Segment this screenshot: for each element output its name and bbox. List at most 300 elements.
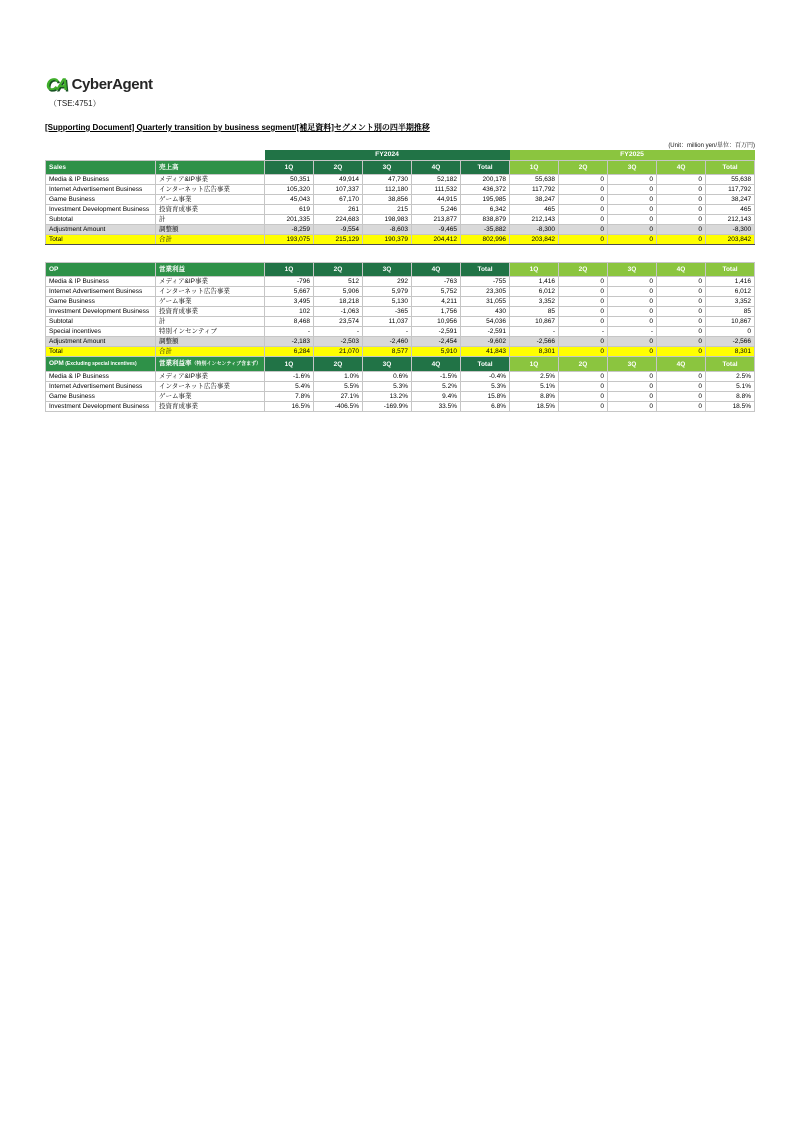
value-cell: 0 bbox=[657, 215, 706, 225]
value-cell: 0 bbox=[657, 205, 706, 215]
value-cell: 0 bbox=[559, 215, 608, 225]
row-label-jp: 調整額 bbox=[156, 337, 265, 347]
quarter-header: 2Q bbox=[314, 263, 363, 277]
value-cell: 0 bbox=[608, 195, 657, 205]
row-label-en: Subtotal bbox=[46, 215, 156, 225]
value-cell: -9,602 bbox=[461, 337, 510, 347]
row-label-jp: インターネット広告事業 bbox=[156, 382, 265, 392]
table-row bbox=[46, 382, 755, 392]
row-label-en: Internet Advertisement Business bbox=[46, 185, 156, 195]
value-cell: 215,129 bbox=[314, 235, 363, 245]
value-cell: 41,843 bbox=[461, 347, 510, 357]
value-cell: 44,915 bbox=[412, 195, 461, 205]
table-row bbox=[46, 337, 755, 347]
value-cell: 8.8% bbox=[510, 392, 559, 402]
value-cell: 18.5% bbox=[706, 402, 755, 412]
value-cell: 619 bbox=[265, 205, 314, 215]
value-cell: 0 bbox=[608, 402, 657, 412]
value-cell: 10,867 bbox=[706, 317, 755, 327]
quarter-header: 1Q bbox=[265, 161, 314, 175]
table-row bbox=[46, 402, 755, 412]
table-row bbox=[46, 277, 755, 287]
value-cell: 0 bbox=[559, 185, 608, 195]
row-label-en: Total bbox=[46, 235, 156, 245]
value-cell: 0 bbox=[559, 287, 608, 297]
row-label-jp: 調整額 bbox=[156, 225, 265, 235]
table-row bbox=[46, 205, 755, 215]
quarter-header: 3Q bbox=[608, 161, 657, 175]
quarter-header: Total bbox=[461, 263, 510, 277]
quarter-header: 3Q bbox=[608, 263, 657, 277]
header-row bbox=[46, 263, 755, 277]
ca-logo-icon: CA bbox=[45, 75, 68, 94]
value-cell: 215 bbox=[363, 205, 412, 215]
row-label-jp: ゲーム事業 bbox=[156, 195, 265, 205]
table-title-en: OPM (Excluding special incentives) bbox=[46, 357, 156, 372]
value-cell: 0 bbox=[559, 392, 608, 402]
row-label-en: Internet Advertisement Business bbox=[46, 382, 156, 392]
quarter-header: 4Q bbox=[412, 161, 461, 175]
table-title-en: OP bbox=[46, 263, 156, 277]
value-cell: 18.5% bbox=[510, 402, 559, 412]
logo-wordmark: CyberAgent bbox=[71, 76, 153, 93]
value-cell: 0 bbox=[657, 307, 706, 317]
value-cell: 117,792 bbox=[706, 185, 755, 195]
value-cell: 0 bbox=[608, 337, 657, 347]
value-cell: 5.3% bbox=[363, 382, 412, 392]
value-cell: 0 bbox=[657, 195, 706, 205]
value-cell: -2,460 bbox=[363, 337, 412, 347]
quarter-header: 1Q bbox=[265, 357, 314, 372]
row-label-jp: ゲーム事業 bbox=[156, 392, 265, 402]
value-cell: 0.6% bbox=[363, 372, 412, 382]
value-cell: 8,301 bbox=[706, 347, 755, 357]
row-label-jp: メディア&IP事業 bbox=[156, 175, 265, 185]
value-cell: 5,979 bbox=[363, 287, 412, 297]
value-cell: -8,300 bbox=[510, 225, 559, 235]
value-cell: 2.5% bbox=[510, 372, 559, 382]
value-cell: 430 bbox=[461, 307, 510, 317]
value-cell: - bbox=[510, 327, 559, 337]
row-label-en: Internet Advertisement Business bbox=[46, 287, 156, 297]
table-row bbox=[46, 317, 755, 327]
value-cell: 5.2% bbox=[412, 382, 461, 392]
value-cell: 198,983 bbox=[363, 215, 412, 225]
value-cell: 465 bbox=[510, 205, 559, 215]
value-cell: -0.4% bbox=[461, 372, 510, 382]
value-cell: -2,503 bbox=[314, 337, 363, 347]
value-cell: 0 bbox=[559, 277, 608, 287]
value-cell: 54,036 bbox=[461, 317, 510, 327]
value-cell: 85 bbox=[510, 307, 559, 317]
value-cell: 49,914 bbox=[314, 175, 363, 185]
value-cell: 190,379 bbox=[363, 235, 412, 245]
quarter-header: 1Q bbox=[265, 263, 314, 277]
quarter-header: 4Q bbox=[657, 263, 706, 277]
quarter-header: 2Q bbox=[314, 357, 363, 372]
value-cell: -406.5% bbox=[314, 402, 363, 412]
value-cell: 3,352 bbox=[510, 297, 559, 307]
value-cell: 38,247 bbox=[510, 195, 559, 205]
value-cell: 6.8% bbox=[461, 402, 510, 412]
value-cell: 3,352 bbox=[706, 297, 755, 307]
quarter-header: 4Q bbox=[657, 357, 706, 372]
quarter-header: 1Q bbox=[510, 161, 559, 175]
value-cell: 16.5% bbox=[265, 402, 314, 412]
quarter-header: 4Q bbox=[412, 263, 461, 277]
row-label-jp: 計 bbox=[156, 317, 265, 327]
row-label-jp: 特別インセンティブ bbox=[156, 327, 265, 337]
value-cell: 5.5% bbox=[314, 382, 363, 392]
row-label-en: Media & IP Business bbox=[46, 372, 156, 382]
row-label-jp: 投資育成事業 bbox=[156, 307, 265, 317]
value-cell: 0 bbox=[657, 402, 706, 412]
value-cell: -2,566 bbox=[706, 337, 755, 347]
value-cell: 8.8% bbox=[706, 392, 755, 402]
quarter-header: 2Q bbox=[559, 357, 608, 372]
page-title: [Supporting Document] Quarterly transition by business segment/[補足資料]セグメント別の四半期推移 bbox=[45, 123, 430, 132]
value-cell: 10,867 bbox=[510, 317, 559, 327]
value-cell: -1.5% bbox=[412, 372, 461, 382]
value-cell: 0 bbox=[559, 372, 608, 382]
value-cell: 0 bbox=[608, 392, 657, 402]
row-label-en: Special incentives bbox=[46, 327, 156, 337]
row-label-en: Game Business bbox=[46, 195, 156, 205]
value-cell: 292 bbox=[363, 277, 412, 287]
value-cell: 838,879 bbox=[461, 215, 510, 225]
value-cell: -35,882 bbox=[461, 225, 510, 235]
row-label-jp: インターネット広告事業 bbox=[156, 287, 265, 297]
value-cell: 55,638 bbox=[706, 175, 755, 185]
value-cell: 21,070 bbox=[314, 347, 363, 357]
row-label-jp: 投資育成事業 bbox=[156, 205, 265, 215]
quarter-header: 4Q bbox=[657, 161, 706, 175]
value-cell: 5,130 bbox=[363, 297, 412, 307]
value-cell: 85 bbox=[706, 307, 755, 317]
value-cell: 33.5% bbox=[412, 402, 461, 412]
value-cell: 0 bbox=[657, 392, 706, 402]
value-cell: 436,372 bbox=[461, 185, 510, 195]
value-cell: - bbox=[608, 327, 657, 337]
value-cell: 0 bbox=[657, 317, 706, 327]
value-cell: 8,468 bbox=[265, 317, 314, 327]
value-cell: 102 bbox=[265, 307, 314, 317]
value-cell: - bbox=[314, 327, 363, 337]
table-row bbox=[46, 195, 755, 205]
value-cell: - bbox=[265, 327, 314, 337]
value-cell: -2,591 bbox=[461, 327, 510, 337]
value-cell: 0 bbox=[608, 215, 657, 225]
value-cell: 45,043 bbox=[265, 195, 314, 205]
value-cell: 0 bbox=[559, 235, 608, 245]
value-cell: 200,178 bbox=[461, 175, 510, 185]
value-cell: 0 bbox=[559, 382, 608, 392]
value-cell: 38,247 bbox=[706, 195, 755, 205]
value-cell: 0 bbox=[657, 287, 706, 297]
year-band-fy2025: FY2025 bbox=[510, 150, 755, 161]
row-label-en: Investment Development Business bbox=[46, 307, 156, 317]
value-cell: 0 bbox=[608, 225, 657, 235]
unit-note: (Unit：million yen/単位：百万円) bbox=[668, 143, 755, 149]
value-cell: 195,985 bbox=[461, 195, 510, 205]
row-label-jp: 合計 bbox=[156, 235, 265, 245]
quarter-header: 3Q bbox=[363, 263, 412, 277]
value-cell: -8,300 bbox=[706, 225, 755, 235]
value-cell: 5,906 bbox=[314, 287, 363, 297]
value-cell: 0 bbox=[657, 382, 706, 392]
value-cell: 0 bbox=[559, 175, 608, 185]
value-cell: 50,351 bbox=[265, 175, 314, 185]
value-cell: 5.1% bbox=[510, 382, 559, 392]
value-cell: 0 bbox=[559, 297, 608, 307]
value-cell: 204,412 bbox=[412, 235, 461, 245]
quarter-header: 3Q bbox=[363, 357, 412, 372]
value-cell: 2.5% bbox=[706, 372, 755, 382]
value-cell: 261 bbox=[314, 205, 363, 215]
value-cell: 0 bbox=[559, 307, 608, 317]
value-cell: 4,211 bbox=[412, 297, 461, 307]
value-cell: -169.9% bbox=[363, 402, 412, 412]
quarter-header: 2Q bbox=[314, 161, 363, 175]
row-label-en: Game Business bbox=[46, 297, 156, 307]
value-cell: 3,495 bbox=[265, 297, 314, 307]
value-cell: 0 bbox=[657, 372, 706, 382]
value-cell: 512 bbox=[314, 277, 363, 287]
value-cell: 105,320 bbox=[265, 185, 314, 195]
quarter-header: Total bbox=[706, 357, 755, 372]
value-cell: 1.0% bbox=[314, 372, 363, 382]
value-cell: 0 bbox=[608, 175, 657, 185]
value-cell: 0 bbox=[706, 327, 755, 337]
value-cell: 5.4% bbox=[265, 382, 314, 392]
value-cell: 0 bbox=[608, 277, 657, 287]
table-row bbox=[46, 215, 755, 225]
row-label-jp: メディア&IP事業 bbox=[156, 277, 265, 287]
table-row bbox=[46, 392, 755, 402]
value-cell: -8,603 bbox=[363, 225, 412, 235]
value-cell: 111,532 bbox=[412, 185, 461, 195]
row-label-en: Adjustment Amount bbox=[46, 337, 156, 347]
row-label-en: Adjustment Amount bbox=[46, 225, 156, 235]
quarter-header: Total bbox=[706, 161, 755, 175]
value-cell: 0 bbox=[559, 337, 608, 347]
value-cell: 15.8% bbox=[461, 392, 510, 402]
value-cell: 117,792 bbox=[510, 185, 559, 195]
value-cell: -2,454 bbox=[412, 337, 461, 347]
value-cell: -2,591 bbox=[412, 327, 461, 337]
row-label-jp: 投資育成事業 bbox=[156, 402, 265, 412]
value-cell: 0 bbox=[559, 402, 608, 412]
row-label-en: Subtotal bbox=[46, 317, 156, 327]
table-row bbox=[46, 297, 755, 307]
quarter-header: Total bbox=[706, 263, 755, 277]
value-cell: -755 bbox=[461, 277, 510, 287]
value-cell: 1,416 bbox=[706, 277, 755, 287]
quarter-header: 1Q bbox=[510, 357, 559, 372]
quarter-header: 2Q bbox=[559, 263, 608, 277]
value-cell: 5,246 bbox=[412, 205, 461, 215]
value-cell: 55,638 bbox=[510, 175, 559, 185]
table-row bbox=[46, 307, 755, 317]
value-cell: 13.2% bbox=[363, 392, 412, 402]
table-row bbox=[46, 372, 755, 382]
op-grid bbox=[45, 262, 755, 357]
table-row bbox=[46, 175, 755, 185]
value-cell: 0 bbox=[608, 382, 657, 392]
value-cell: -9,465 bbox=[412, 225, 461, 235]
value-cell: 0 bbox=[608, 347, 657, 357]
value-cell: 47,730 bbox=[363, 175, 412, 185]
value-cell: 0 bbox=[608, 235, 657, 245]
value-cell: 8,301 bbox=[510, 347, 559, 357]
value-cell: 0 bbox=[657, 327, 706, 337]
value-cell: 802,996 bbox=[461, 235, 510, 245]
row-label-jp: メディア&IP事業 bbox=[156, 372, 265, 382]
value-cell: 18,218 bbox=[314, 297, 363, 307]
table-row bbox=[46, 287, 755, 297]
row-label-jp: 合計 bbox=[156, 347, 265, 357]
value-cell: 23,305 bbox=[461, 287, 510, 297]
value-cell: 0 bbox=[657, 277, 706, 287]
value-cell: 213,877 bbox=[412, 215, 461, 225]
quarter-header: Total bbox=[461, 161, 510, 175]
quarter-header: 4Q bbox=[412, 357, 461, 372]
row-label-en: Total bbox=[46, 347, 156, 357]
value-cell: 0 bbox=[657, 225, 706, 235]
table-title-jp: 営業利益率（特別インセンティブ含まず） bbox=[156, 357, 265, 372]
value-cell: 224,683 bbox=[314, 215, 363, 225]
value-cell: 0 bbox=[608, 287, 657, 297]
value-cell: 0 bbox=[559, 195, 608, 205]
value-cell: 5,667 bbox=[265, 287, 314, 297]
value-cell: 6,012 bbox=[510, 287, 559, 297]
value-cell: - bbox=[363, 327, 412, 337]
row-label-jp: インターネット広告事業 bbox=[156, 185, 265, 195]
table-title-en: Sales bbox=[46, 161, 156, 175]
value-cell: 0 bbox=[559, 317, 608, 327]
value-cell: 5.3% bbox=[461, 382, 510, 392]
value-cell: 0 bbox=[608, 372, 657, 382]
value-cell: 9.4% bbox=[412, 392, 461, 402]
value-cell: -2,566 bbox=[510, 337, 559, 347]
value-cell: 0 bbox=[608, 185, 657, 195]
value-cell: 6,342 bbox=[461, 205, 510, 215]
value-cell: 0 bbox=[559, 347, 608, 357]
value-cell: 38,856 bbox=[363, 195, 412, 205]
value-cell: 0 bbox=[657, 337, 706, 347]
sales-table bbox=[45, 150, 755, 245]
value-cell: 6,284 bbox=[265, 347, 314, 357]
value-cell: 7.8% bbox=[265, 392, 314, 402]
value-cell: 11,037 bbox=[363, 317, 412, 327]
row-label-en: Investment Development Business bbox=[46, 402, 156, 412]
quarter-header: 3Q bbox=[608, 357, 657, 372]
value-cell: - bbox=[559, 327, 608, 337]
row-label-jp: ゲーム事業 bbox=[156, 297, 265, 307]
value-cell: 212,143 bbox=[706, 215, 755, 225]
ticker-label: （TSE:4751） bbox=[49, 99, 101, 108]
year-band-row bbox=[46, 150, 755, 161]
table-row bbox=[46, 347, 755, 357]
value-cell: -1,063 bbox=[314, 307, 363, 317]
value-cell: 0 bbox=[608, 205, 657, 215]
row-label-en: Game Business bbox=[46, 392, 156, 402]
value-cell: 201,335 bbox=[265, 215, 314, 225]
value-cell: -9,554 bbox=[314, 225, 363, 235]
value-cell: 203,842 bbox=[510, 235, 559, 245]
cyberagent-logo bbox=[46, 76, 153, 93]
table-title-jp: 営業利益 bbox=[156, 263, 265, 277]
opm-grid bbox=[45, 356, 755, 412]
value-cell: 212,143 bbox=[510, 215, 559, 225]
value-cell: 0 bbox=[608, 297, 657, 307]
table-row bbox=[46, 235, 755, 245]
value-cell: 31,055 bbox=[461, 297, 510, 307]
table-row bbox=[46, 225, 755, 235]
row-label-en: Investment Development Business bbox=[46, 205, 156, 215]
value-cell: -796 bbox=[265, 277, 314, 287]
value-cell: -763 bbox=[412, 277, 461, 287]
value-cell: 67,170 bbox=[314, 195, 363, 205]
value-cell: 6,012 bbox=[706, 287, 755, 297]
value-cell: 0 bbox=[559, 205, 608, 215]
quarter-header: 2Q bbox=[559, 161, 608, 175]
value-cell: 1,416 bbox=[510, 277, 559, 287]
value-cell: 203,842 bbox=[706, 235, 755, 245]
value-cell: 0 bbox=[657, 185, 706, 195]
value-cell: 10,956 bbox=[412, 317, 461, 327]
value-cell: 0 bbox=[657, 297, 706, 307]
sales-grid bbox=[45, 150, 755, 245]
value-cell: 52,182 bbox=[412, 175, 461, 185]
header-row bbox=[46, 357, 755, 372]
quarter-header: Total bbox=[461, 357, 510, 372]
row-label-en: Media & IP Business bbox=[46, 277, 156, 287]
value-cell: 0 bbox=[657, 347, 706, 357]
table-row bbox=[46, 185, 755, 195]
value-cell: 5,752 bbox=[412, 287, 461, 297]
value-cell: 0 bbox=[608, 317, 657, 327]
value-cell: -365 bbox=[363, 307, 412, 317]
header-row bbox=[46, 161, 755, 175]
opm-table bbox=[45, 356, 755, 412]
value-cell: 107,337 bbox=[314, 185, 363, 195]
row-label-en: Media & IP Business bbox=[46, 175, 156, 185]
row-label-jp: 計 bbox=[156, 215, 265, 225]
op-table bbox=[45, 262, 755, 357]
value-cell: -8,259 bbox=[265, 225, 314, 235]
table-row bbox=[46, 327, 755, 337]
quarter-header: 1Q bbox=[510, 263, 559, 277]
value-cell: 23,574 bbox=[314, 317, 363, 327]
value-cell: 0 bbox=[559, 225, 608, 235]
value-cell: 0 bbox=[657, 175, 706, 185]
value-cell: 0 bbox=[657, 235, 706, 245]
year-band-fy2024: FY2024 bbox=[265, 150, 510, 161]
value-cell: 465 bbox=[706, 205, 755, 215]
value-cell: 112,180 bbox=[363, 185, 412, 195]
value-cell: 0 bbox=[608, 307, 657, 317]
value-cell: 193,075 bbox=[265, 235, 314, 245]
quarter-header: 3Q bbox=[363, 161, 412, 175]
table-title-jp: 売上高 bbox=[156, 161, 265, 175]
value-cell: -1.6% bbox=[265, 372, 314, 382]
value-cell: 27.1% bbox=[314, 392, 363, 402]
value-cell: 5,910 bbox=[412, 347, 461, 357]
value-cell: -2,183 bbox=[265, 337, 314, 347]
value-cell: 1,756 bbox=[412, 307, 461, 317]
value-cell: 5.1% bbox=[706, 382, 755, 392]
